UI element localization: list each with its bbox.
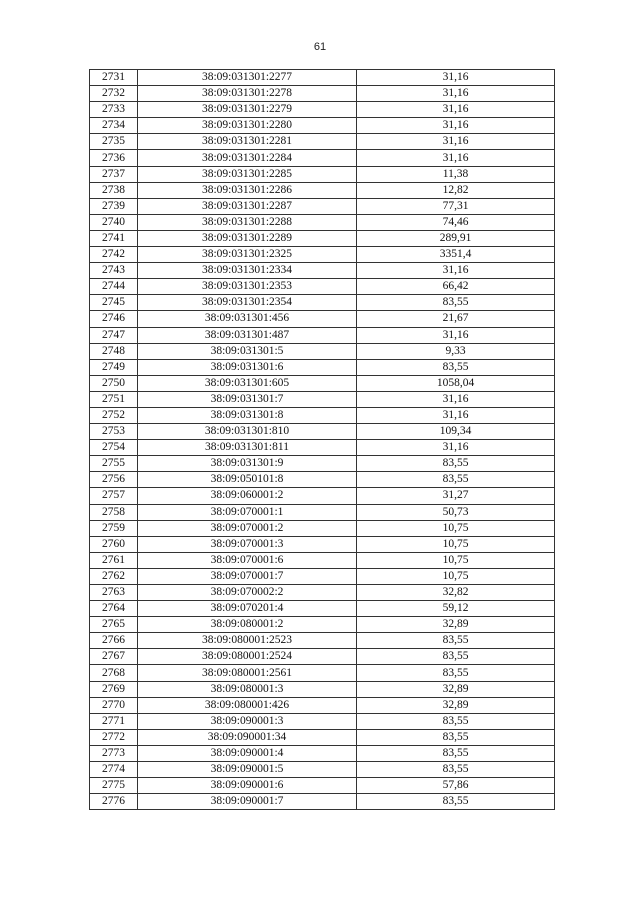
row-number-cell: 2748: [90, 343, 138, 359]
cadastral-number-cell: 38:09:031301:2334: [138, 263, 357, 279]
table-row: [90, 617, 555, 633]
area-value-cell: 31,27: [357, 488, 555, 504]
row-number-cell: 2732: [90, 86, 138, 102]
table-row: [90, 263, 555, 279]
area-value-cell: 31,16: [357, 327, 555, 343]
cadastral-number-cell: 38:09:031301:2285: [138, 166, 357, 182]
row-number-cell: 2776: [90, 794, 138, 810]
cadastral-number-cell: 38:09:031301:6: [138, 359, 357, 375]
cadastral-number-cell: 38:09:031301:810: [138, 424, 357, 440]
cadastral-number-cell: 38:09:080001:426: [138, 697, 357, 713]
cadastral-number-cell: 38:09:090001:6: [138, 778, 357, 794]
row-number-cell: 2749: [90, 359, 138, 375]
cadastral-number-cell: 38:09:031301:7: [138, 391, 357, 407]
area-value-cell: 10,75: [357, 536, 555, 552]
table-row: [90, 665, 555, 681]
table-row: [90, 472, 555, 488]
area-value-cell: 31,16: [357, 134, 555, 150]
table-row: [90, 585, 555, 601]
table-row: [90, 247, 555, 263]
table-row: [90, 778, 555, 794]
cadastral-number-cell: 38:09:090001:34: [138, 729, 357, 745]
area-value-cell: 31,16: [357, 86, 555, 102]
cadastral-number-cell: 38:09:090001:5: [138, 762, 357, 778]
table-row: [90, 504, 555, 520]
area-value-cell: 83,55: [357, 456, 555, 472]
area-value-cell: 83,55: [357, 729, 555, 745]
cadastral-number-cell: 38:09:060001:2: [138, 488, 357, 504]
cadastral-number-cell: 38:09:070201:4: [138, 601, 357, 617]
cadastral-number-cell: 38:09:031301:2289: [138, 230, 357, 246]
page-number: 61: [313, 41, 327, 53]
area-value-cell: 11,38: [357, 166, 555, 182]
row-number-cell: 2745: [90, 295, 138, 311]
row-number-cell: 2750: [90, 375, 138, 391]
cadastral-number-cell: 38:09:031301:2279: [138, 102, 357, 118]
cadastral-number-cell: 38:09:031301:487: [138, 327, 357, 343]
table-row: [90, 440, 555, 456]
table-row: [90, 745, 555, 761]
row-number-cell: 2734: [90, 118, 138, 134]
table-row: [90, 214, 555, 230]
cadastral-number-cell: 38:09:031301:2278: [138, 86, 357, 102]
table-row: [90, 456, 555, 472]
area-value-cell: 59,12: [357, 601, 555, 617]
table-row: [90, 359, 555, 375]
area-value-cell: 32,89: [357, 617, 555, 633]
row-number-cell: 2757: [90, 488, 138, 504]
row-number-cell: 2751: [90, 391, 138, 407]
table-row: [90, 327, 555, 343]
table-row: [90, 375, 555, 391]
row-number-cell: 2767: [90, 649, 138, 665]
row-number-cell: 2764: [90, 601, 138, 617]
table-row: [90, 407, 555, 423]
table-body: [90, 70, 555, 810]
cadastral-number-cell: 38:09:050101:8: [138, 472, 357, 488]
area-value-cell: 83,55: [357, 472, 555, 488]
table-row: [90, 102, 555, 118]
area-value-cell: 31,16: [357, 263, 555, 279]
table-row: [90, 118, 555, 134]
table-row: [90, 729, 555, 745]
table-row: [90, 311, 555, 327]
table-row: [90, 697, 555, 713]
table-row: [90, 536, 555, 552]
table-row: [90, 762, 555, 778]
row-number-cell: 2763: [90, 585, 138, 601]
cadastral-number-cell: 38:09:080001:2561: [138, 665, 357, 681]
area-value-cell: 83,55: [357, 713, 555, 729]
table-row: [90, 182, 555, 198]
row-number-cell: 2771: [90, 713, 138, 729]
area-value-cell: 10,75: [357, 520, 555, 536]
cadastral-number-cell: 38:09:031301:456: [138, 311, 357, 327]
table-row: [90, 681, 555, 697]
row-number-cell: 2773: [90, 745, 138, 761]
row-number-cell: 2737: [90, 166, 138, 182]
row-number-cell: 2733: [90, 102, 138, 118]
row-number-cell: 2760: [90, 536, 138, 552]
cadastral-number-cell: 38:09:031301:2325: [138, 247, 357, 263]
area-value-cell: 31,16: [357, 70, 555, 86]
area-value-cell: 1058,04: [357, 375, 555, 391]
cadastral-number-cell: 38:09:031301:2287: [138, 198, 357, 214]
cadastral-number-cell: 38:09:070001:3: [138, 536, 357, 552]
cadastral-number-cell: 38:09:080001:2: [138, 617, 357, 633]
area-value-cell: 83,55: [357, 794, 555, 810]
cadastral-number-cell: 38:09:031301:8: [138, 407, 357, 423]
cadastral-number-cell: 38:09:070001:2: [138, 520, 357, 536]
cadastral-number-cell: 38:09:070001:1: [138, 504, 357, 520]
table-row: [90, 70, 555, 86]
row-number-cell: 2740: [90, 214, 138, 230]
row-number-cell: 2768: [90, 665, 138, 681]
cadastral-number-cell: 38:09:031301:5: [138, 343, 357, 359]
area-value-cell: 10,75: [357, 568, 555, 584]
area-value-cell: 83,55: [357, 665, 555, 681]
row-number-cell: 2752: [90, 407, 138, 423]
row-number-cell: 2744: [90, 279, 138, 295]
area-value-cell: 10,75: [357, 552, 555, 568]
cadastral-number-cell: 38:09:031301:2288: [138, 214, 357, 230]
cadastral-number-cell: 38:09:031301:9: [138, 456, 357, 472]
cadastral-number-cell: 38:09:090001:4: [138, 745, 357, 761]
cadastral-number-cell: 38:09:070001:6: [138, 552, 357, 568]
row-number-cell: 2753: [90, 424, 138, 440]
cadastral-number-cell: 38:09:031301:2281: [138, 134, 357, 150]
area-value-cell: 83,55: [357, 762, 555, 778]
row-number-cell: 2775: [90, 778, 138, 794]
row-number-cell: 2772: [90, 729, 138, 745]
row-number-cell: 2756: [90, 472, 138, 488]
cadastral-number-cell: 38:09:070002:2: [138, 585, 357, 601]
area-value-cell: 50,73: [357, 504, 555, 520]
row-number-cell: 2765: [90, 617, 138, 633]
row-number-cell: 2738: [90, 182, 138, 198]
cadastral-number-cell: 38:09:031301:2280: [138, 118, 357, 134]
table-row: [90, 568, 555, 584]
area-value-cell: 32,82: [357, 585, 555, 601]
area-value-cell: 9,33: [357, 343, 555, 359]
cadastral-number-cell: 38:09:031301:811: [138, 440, 357, 456]
area-value-cell: 74,46: [357, 214, 555, 230]
area-value-cell: 31,16: [357, 118, 555, 134]
row-number-cell: 2766: [90, 633, 138, 649]
cadastral-number-cell: 38:09:031301:2284: [138, 150, 357, 166]
area-value-cell: 57,86: [357, 778, 555, 794]
area-value-cell: 109,34: [357, 424, 555, 440]
row-number-cell: 2739: [90, 198, 138, 214]
area-value-cell: 83,55: [357, 359, 555, 375]
cadastral-number-cell: 38:09:070001:7: [138, 568, 357, 584]
area-value-cell: 21,67: [357, 311, 555, 327]
table-row: [90, 150, 555, 166]
area-value-cell: 31,16: [357, 407, 555, 423]
table-row: [90, 794, 555, 810]
row-number-cell: 2762: [90, 568, 138, 584]
row-number-cell: 2742: [90, 247, 138, 263]
area-value-cell: 83,55: [357, 649, 555, 665]
table-row: [90, 86, 555, 102]
area-value-cell: 66,42: [357, 279, 555, 295]
cadastral-number-cell: 38:09:031301:2286: [138, 182, 357, 198]
table-row: [90, 713, 555, 729]
cadastral-number-cell: 38:09:080001:2523: [138, 633, 357, 649]
area-value-cell: 289,91: [357, 230, 555, 246]
row-number-cell: 2731: [90, 70, 138, 86]
row-number-cell: 2755: [90, 456, 138, 472]
row-number-cell: 2758: [90, 504, 138, 520]
row-number-cell: 2754: [90, 440, 138, 456]
row-number-cell: 2735: [90, 134, 138, 150]
table-row: [90, 601, 555, 617]
row-number-cell: 2741: [90, 230, 138, 246]
cadastral-number-cell: 38:09:090001:3: [138, 713, 357, 729]
row-number-cell: 2736: [90, 150, 138, 166]
table-row: [90, 424, 555, 440]
cadastral-number-cell: 38:09:031301:2354: [138, 295, 357, 311]
row-number-cell: 2747: [90, 327, 138, 343]
row-number-cell: 2769: [90, 681, 138, 697]
table-row: [90, 166, 555, 182]
table-row: [90, 198, 555, 214]
table-row: [90, 134, 555, 150]
cadastral-table: [89, 69, 555, 810]
table-row: [90, 552, 555, 568]
cadastral-number-cell: 38:09:031301:605: [138, 375, 357, 391]
row-number-cell: 2770: [90, 697, 138, 713]
row-number-cell: 2774: [90, 762, 138, 778]
table-row: [90, 391, 555, 407]
row-number-cell: 2746: [90, 311, 138, 327]
area-value-cell: 83,55: [357, 295, 555, 311]
area-value-cell: 31,16: [357, 102, 555, 118]
table-row: [90, 343, 555, 359]
table-row: [90, 649, 555, 665]
cadastral-number-cell: 38:09:031301:2353: [138, 279, 357, 295]
area-value-cell: 32,89: [357, 697, 555, 713]
table-row: [90, 520, 555, 536]
cadastral-number-cell: 38:09:080001:2524: [138, 649, 357, 665]
area-value-cell: 31,16: [357, 150, 555, 166]
area-value-cell: 12,82: [357, 182, 555, 198]
area-value-cell: 83,55: [357, 745, 555, 761]
table-row: [90, 279, 555, 295]
table-row: [90, 488, 555, 504]
cadastral-number-cell: 38:09:090001:7: [138, 794, 357, 810]
table-row: [90, 230, 555, 246]
cadastral-number-cell: 38:09:080001:3: [138, 681, 357, 697]
area-value-cell: 83,55: [357, 633, 555, 649]
area-value-cell: 32,89: [357, 681, 555, 697]
cadastral-number-cell: 38:09:031301:2277: [138, 70, 357, 86]
area-value-cell: 31,16: [357, 440, 555, 456]
table-row: [90, 295, 555, 311]
row-number-cell: 2759: [90, 520, 138, 536]
area-value-cell: 3351,4: [357, 247, 555, 263]
table-row: [90, 633, 555, 649]
area-value-cell: 77,31: [357, 198, 555, 214]
row-number-cell: 2743: [90, 263, 138, 279]
area-value-cell: 31,16: [357, 391, 555, 407]
row-number-cell: 2761: [90, 552, 138, 568]
